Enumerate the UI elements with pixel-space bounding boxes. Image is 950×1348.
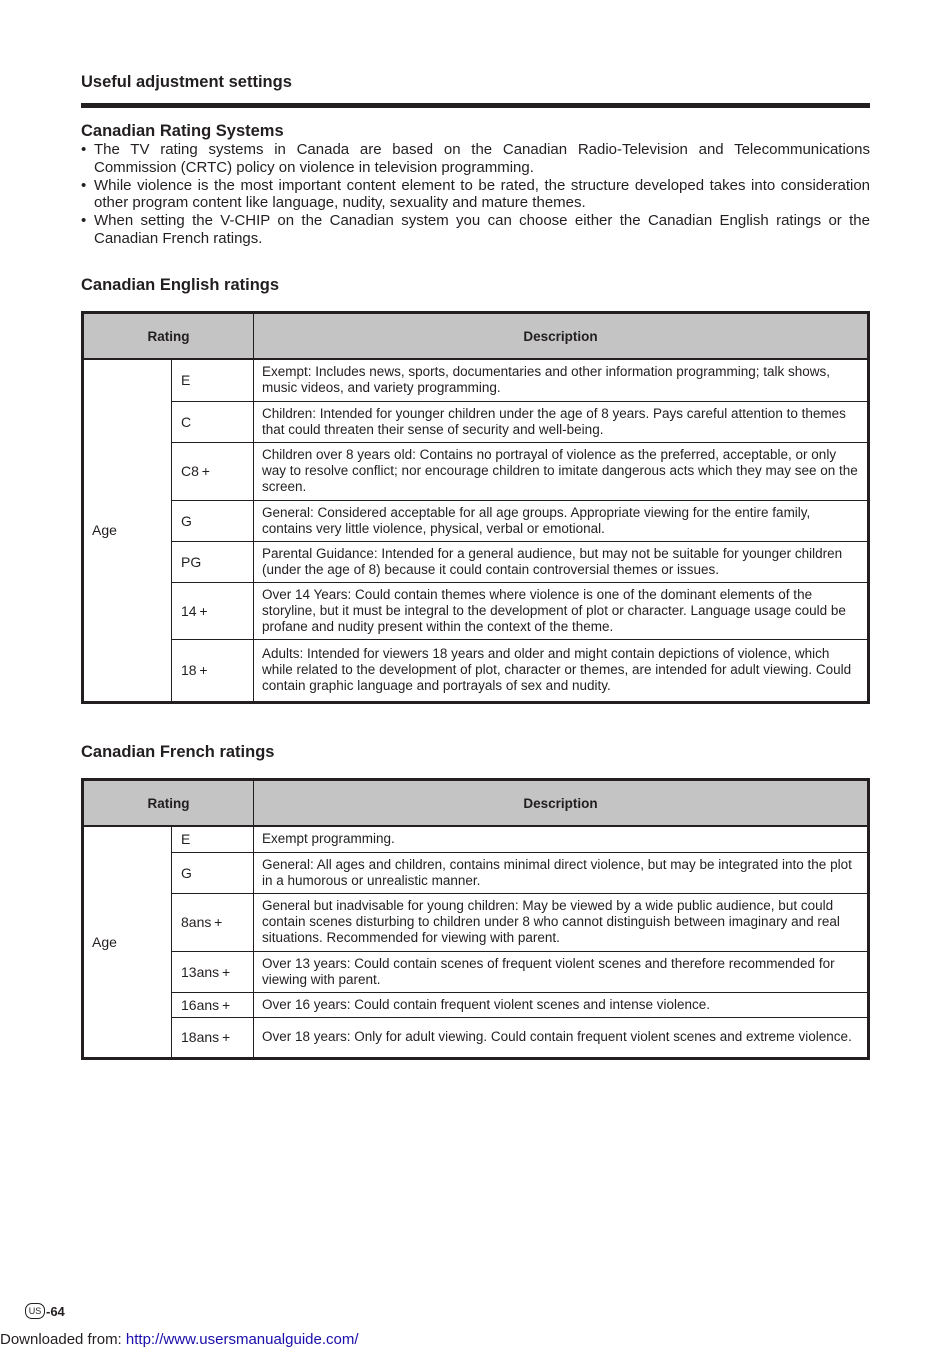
region-badge: US (25, 1303, 45, 1319)
rating-description: General: All ages and children, contains minimal direct violence, but may be integrated into the plot in a humorous or unrealistic manner. (254, 852, 869, 893)
rating-description: General: Considered acceptable for all age groups. Appropriate viewing for the entire family, contains very little violence, physical, verbal or emotional. (254, 500, 869, 541)
rating-code: 14 + (172, 582, 254, 639)
column-header-description: Description (254, 313, 869, 360)
rating-code: 18 + (172, 639, 254, 702)
rating-description: Over 13 years: Could contain scenes of frequent violent scenes and therefore recommended for viewing with parent. (254, 951, 869, 992)
table-row (83, 500, 869, 541)
table-row (83, 401, 869, 442)
table-row (83, 541, 869, 582)
table-row (83, 442, 869, 500)
english-ratings-table (81, 311, 870, 704)
table-row (83, 639, 869, 702)
rating-code: G (172, 852, 254, 893)
table-row (83, 951, 869, 992)
rating-code: E (172, 826, 254, 852)
bullet-glyph: • (81, 212, 87, 230)
rating-code: G (172, 500, 254, 541)
section-title-canadian-rating-systems: Canadian Rating Systems (81, 122, 284, 140)
rating-description: Over 14 Years: Could contain themes where violence is one of the dominant elements of the storyline, but it must be integral to the development of plot or character. Language usage could be profane and nudity present within the context of the theme. (254, 582, 869, 639)
intro-bullet-text: While violence is the most important content element to be rated, the structure developed takes into consideration other program content like language, nudity, sexuality and mature themes. (94, 176, 870, 212)
rating-description: General but inadvisable for young children: May be viewed by a wide public audience, but could contain scenes disturbing to children under 8 who cannot distinguish between imaginary and real situations. Recommended for viewing with parent. (254, 893, 869, 951)
intro-bullet-list (81, 141, 870, 248)
rating-description: Parental Guidance: Intended for a general audience, but may not be suitable for younger children (under the age of 8) because it could contain controversial themes or issues. (254, 541, 869, 582)
column-header-rating: Rating (83, 313, 254, 360)
footer-label: Downloaded from: (0, 1331, 126, 1348)
rating-code: 13ans + (172, 951, 254, 992)
footer-source (0, 1331, 359, 1348)
rating-code: 18ans + (172, 1017, 254, 1058)
rating-description: Exempt programming. (254, 826, 869, 852)
intro-bullet-text: When setting the V-CHIP on the Canadian system you can choose either the Canadian English ratings or the Canadian French ratings. (94, 212, 870, 247)
table-row (83, 826, 869, 852)
table-row (83, 852, 869, 893)
bullet-glyph: • (81, 176, 87, 194)
table-row (83, 359, 869, 401)
rating-description: Children over 8 years old: Contains no portrayal of violence as the preferred, acceptable, or only way to resolve conflict; nor encourage children to imitate dangerous acts which they may see on the screen. (254, 442, 869, 500)
intro-bullet (81, 141, 870, 176)
intro-bullet-text: The TV rating systems in Canada are based on the Canadian Radio-Television and Telecommunications Commission (CRTC) policy on violence in television programming. (94, 141, 870, 176)
rating-code: C (172, 401, 254, 442)
category-cell: Age (83, 359, 172, 702)
intro-bullet (81, 212, 870, 247)
rating-description: Over 18 years: Only for adult viewing. Could contain frequent violent scenes and extreme violence. (254, 1017, 869, 1058)
table-header-row (83, 780, 869, 827)
table-row (83, 893, 869, 951)
column-header-description: Description (254, 780, 869, 827)
table-row (83, 992, 869, 1017)
rating-code: 8ans + (172, 893, 254, 951)
category-cell: Age (83, 826, 172, 1058)
rating-description: Adults: Intended for viewers 18 years and older and might contain depictions of violence, which while related to the development of plot, character or themes, are intended for adult viewing. Could contain graphic language and portrayals of sex and nudity. (254, 639, 869, 702)
rating-description: Over 16 years: Could contain frequent violent scenes and intense violence. (254, 992, 869, 1017)
column-header-rating: Rating (83, 780, 254, 827)
page-number-text: -64 (46, 1303, 65, 1319)
section-title-french-ratings: Canadian French ratings (81, 743, 275, 761)
section-title-english-ratings: Canadian English ratings (81, 276, 280, 294)
rating-description: Children: Intended for younger children under the age of 8 years. Pays careful attention to themes that could threaten their sense of security and well-being. (254, 401, 869, 442)
rating-description: Exempt: Includes news, sports, documentaries and other information programming; talk shows, music videos, and variety programming. (254, 359, 869, 401)
bullet-glyph: • (81, 141, 87, 158)
header-rule (81, 103, 870, 108)
table-row (83, 582, 869, 639)
french-ratings-table (81, 778, 870, 1060)
page-header-title: Useful adjustment settings (81, 73, 292, 91)
rating-code: C8 + (172, 442, 254, 500)
rating-code: E (172, 359, 254, 401)
table-header-row (83, 313, 869, 360)
rating-code: PG (172, 541, 254, 582)
table-row (83, 1017, 869, 1058)
footer-link[interactable]: http://www.usersmanualguide.com/ (125, 1331, 359, 1348)
rating-code: 16ans + (172, 992, 254, 1017)
intro-bullet (81, 177, 870, 212)
page-number (25, 1303, 65, 1319)
